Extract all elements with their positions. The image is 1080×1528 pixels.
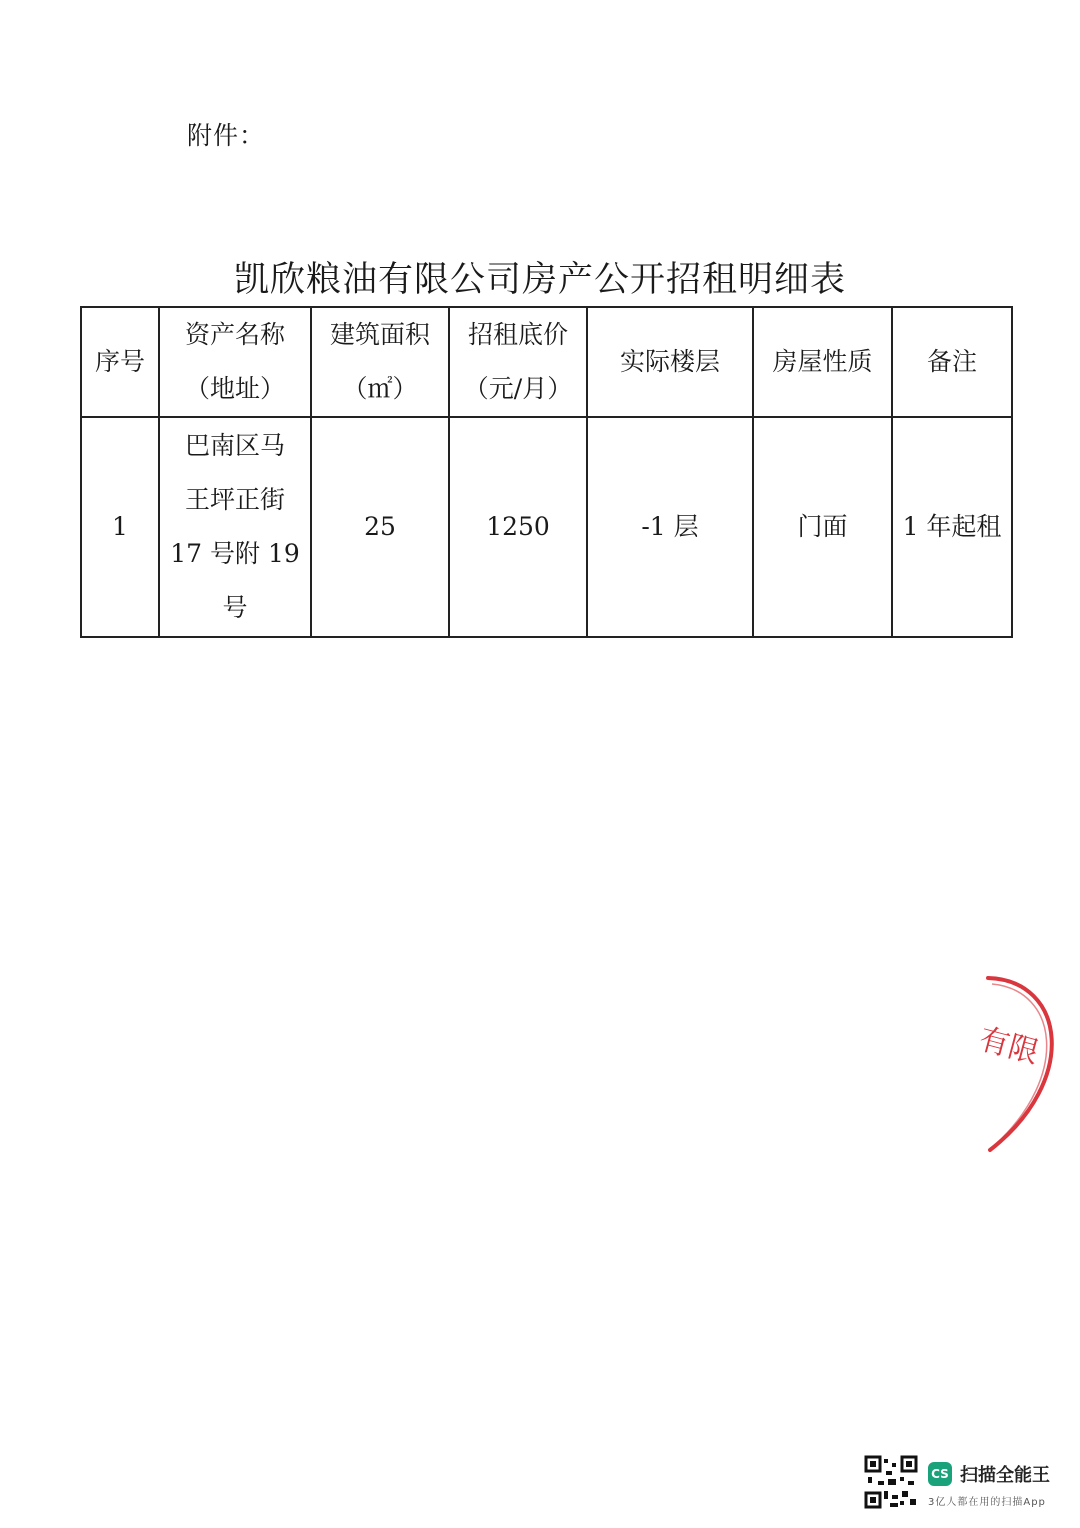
header-cell-property-type: 房屋性质	[753, 307, 892, 417]
cell-floor: -1 层	[587, 417, 753, 637]
scanner-app-name: 扫描全能王	[960, 1465, 1050, 1486]
cell-index: 1	[81, 417, 159, 637]
scanner-app-slogan: 3亿人都在用的扫描App	[928, 1497, 1046, 1508]
cell-property-type: 门面	[753, 417, 892, 637]
header-cell-price: 招租底价 （元/月）	[449, 307, 587, 417]
company-seal-stamp	[940, 960, 1080, 1160]
document-title: 凯欣粮油有限公司房产公开招租明细表	[233, 260, 846, 300]
table-header-row	[81, 307, 1012, 417]
cell-price: 1250	[449, 417, 587, 637]
seal-text: 有限	[975, 1021, 1043, 1071]
header-cell-asset-name: 资产名称 （地址）	[159, 307, 311, 417]
header-cell-note: 备注	[892, 307, 1012, 417]
cell-area: 25	[311, 417, 449, 637]
header-cell-floor: 实际楼层	[587, 307, 753, 417]
cell-address: 巴南区马 王坪正街 17 号附 19 号	[159, 417, 311, 637]
header-cell-index: 序号	[81, 307, 159, 417]
rental-detail-table	[80, 306, 1013, 638]
qr-code-icon	[864, 1455, 918, 1509]
table-row	[81, 417, 1012, 637]
header-cell-area: 建筑面积 （㎡）	[311, 307, 449, 417]
cell-note: 1 年起租	[892, 417, 1012, 637]
attachment-label: 附件：	[187, 121, 266, 150]
scanner-app-logo-icon: CS	[928, 1462, 952, 1486]
